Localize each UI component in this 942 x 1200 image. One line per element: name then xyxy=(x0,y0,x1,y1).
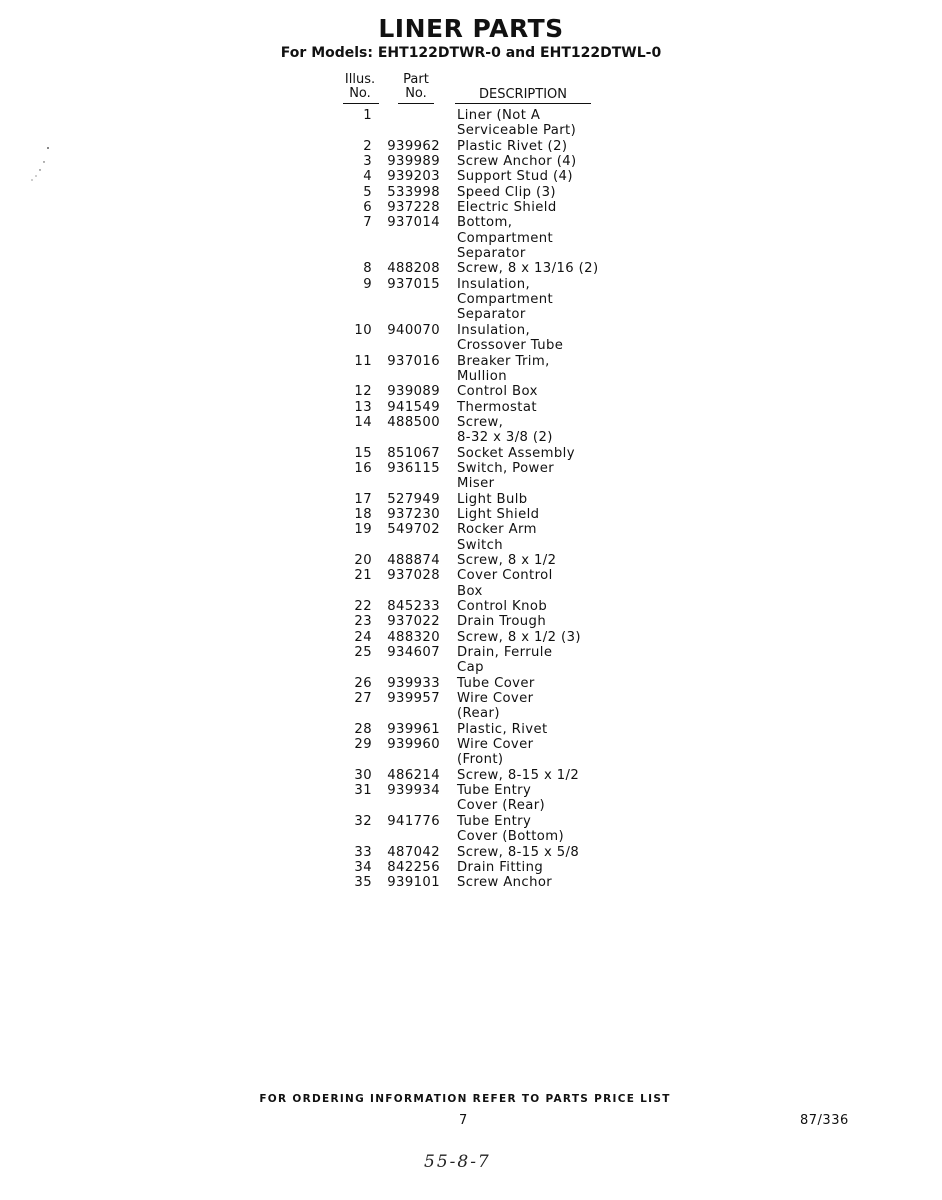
illus-number: 33 xyxy=(354,844,372,860)
description-line: Screw, 8 x 1/2 xyxy=(457,552,557,568)
part-description xyxy=(457,875,627,890)
part-number xyxy=(372,108,440,139)
part-row xyxy=(330,139,630,154)
description-line: (Front) xyxy=(457,752,504,768)
part-number: 939961 xyxy=(387,721,440,737)
part-row xyxy=(330,461,630,492)
description-line: Drain Fitting xyxy=(457,859,544,875)
description-line: Miser xyxy=(457,476,495,492)
part-row xyxy=(330,599,630,614)
part-description xyxy=(457,261,627,276)
description-line: Plastic, Rivet xyxy=(457,721,548,737)
illus-number: 2 xyxy=(363,138,372,154)
part-number: 939989 xyxy=(387,154,440,170)
illus-number: 18 xyxy=(354,506,372,522)
part-row xyxy=(330,783,630,814)
part-row xyxy=(330,400,630,415)
description-line: Support Stud (4) xyxy=(457,169,573,185)
illus-number: 22 xyxy=(354,599,372,614)
description-line: Serviceable Part) xyxy=(457,123,577,139)
part-description xyxy=(457,507,627,522)
part-number: 937228 xyxy=(387,200,440,216)
part-number: 939960 xyxy=(387,737,440,753)
part-description xyxy=(457,354,627,385)
part-number: 939957 xyxy=(387,691,440,707)
speck xyxy=(35,175,36,176)
part-number: 939962 xyxy=(387,138,440,154)
illus-number: 24 xyxy=(354,629,372,645)
part-row xyxy=(330,323,630,354)
part-row xyxy=(330,384,630,399)
illus-number: 32 xyxy=(354,813,372,829)
handwritten-mark: 55-8-7 xyxy=(424,1152,491,1172)
description-line: Screw, 8 x 1/2 (3) xyxy=(457,629,581,645)
description-line: Wire Cover xyxy=(457,691,534,707)
speck xyxy=(47,147,49,149)
illus-number: 9 xyxy=(363,276,372,292)
part-row xyxy=(330,108,630,139)
part-description xyxy=(457,783,627,814)
part-row xyxy=(330,277,630,323)
part-description xyxy=(457,630,627,645)
part-row xyxy=(330,215,630,261)
part-number: 527949 xyxy=(387,491,440,507)
description-line: Insulation, xyxy=(457,322,531,338)
part-number: 487042 xyxy=(387,844,440,860)
illus-number: 23 xyxy=(354,614,372,630)
part-number: 851067 xyxy=(387,445,440,461)
part-number: 937028 xyxy=(387,568,440,584)
part-number: 941776 xyxy=(387,813,440,829)
illus-number: 1 xyxy=(363,108,372,123)
part-row xyxy=(330,814,630,845)
part-row xyxy=(330,676,630,691)
part-number: 940070 xyxy=(387,322,440,338)
part-description xyxy=(457,185,627,200)
part-description xyxy=(457,768,627,783)
part-description xyxy=(457,384,627,399)
illus-number: 34 xyxy=(354,859,372,875)
description-line: Crossover Tube xyxy=(457,338,564,354)
part-row xyxy=(330,614,630,629)
illus-number: 19 xyxy=(354,522,372,538)
description-line: Switch, Power xyxy=(457,460,555,476)
illus-number: 20 xyxy=(354,552,372,568)
part-row xyxy=(330,722,630,737)
illus-header-line2: No. xyxy=(349,86,371,101)
part-row xyxy=(330,645,630,676)
description-line: Mullion xyxy=(457,368,507,384)
speck xyxy=(43,161,44,162)
ordering-note: FOR ORDERING INFORMATION REFER TO PARTS PRICE LIST xyxy=(259,1093,671,1105)
part-number: 941549 xyxy=(387,399,440,415)
description-line: Screw Anchor (4) xyxy=(457,154,577,170)
part-description xyxy=(457,277,627,323)
illus-number: 31 xyxy=(354,783,372,799)
illus-number: 5 xyxy=(363,184,372,200)
description-header-rule xyxy=(455,103,591,104)
part-row xyxy=(330,845,630,860)
illus-number: 11 xyxy=(354,353,372,369)
illus-number: 35 xyxy=(354,875,372,891)
illus-number: 10 xyxy=(354,322,372,338)
description-line: Separator xyxy=(457,246,526,262)
part-number: 934607 xyxy=(387,645,440,661)
description-header: DESCRIPTION xyxy=(479,87,567,102)
part-description xyxy=(457,139,627,154)
description-line: Drain Trough xyxy=(457,614,547,630)
part-description xyxy=(457,860,627,875)
part-row xyxy=(330,446,630,461)
description-line: Light Bulb xyxy=(457,491,528,507)
part-description xyxy=(457,169,627,184)
description-line: Screw, 8-15 x 1/2 xyxy=(457,767,580,783)
part-number: 936115 xyxy=(387,460,440,476)
part-description xyxy=(457,154,627,169)
illus-number: 13 xyxy=(354,399,372,415)
illus-number: 25 xyxy=(354,645,372,661)
part-description xyxy=(457,676,627,691)
illus-number: 14 xyxy=(354,414,372,430)
part-row xyxy=(330,261,630,276)
part-number: 939101 xyxy=(387,875,440,891)
part-row xyxy=(330,691,630,722)
document-code: 87/336 xyxy=(800,1113,849,1128)
part-number: 937015 xyxy=(387,276,440,292)
description-line: Tube Cover xyxy=(457,675,535,691)
illus-number: 27 xyxy=(354,691,372,707)
part-row xyxy=(330,507,630,522)
part-number: 533998 xyxy=(387,184,440,200)
part-number: 549702 xyxy=(387,522,440,538)
part-description xyxy=(457,461,627,492)
part-number: 937014 xyxy=(387,215,440,231)
part-row xyxy=(330,154,630,169)
description-line: Switch xyxy=(457,537,503,553)
description-line: Screw Anchor xyxy=(457,875,553,891)
part-number: 937022 xyxy=(387,614,440,630)
description-line: Compartment xyxy=(457,292,554,308)
description-line: Cover (Rear) xyxy=(457,798,546,814)
part-row xyxy=(330,185,630,200)
description-line: Cap xyxy=(457,660,484,676)
part-number: 939203 xyxy=(387,169,440,185)
part-description xyxy=(457,845,627,860)
part-row xyxy=(330,768,630,783)
description-line: Screw, xyxy=(457,414,504,430)
part-number: 842256 xyxy=(387,859,440,875)
part-row xyxy=(330,860,630,875)
description-line: Separator xyxy=(457,307,526,323)
description-line: Control Knob xyxy=(457,599,548,614)
part-number: 937230 xyxy=(387,506,440,522)
part-description xyxy=(457,568,627,599)
parts-list xyxy=(330,108,630,891)
description-line: Plastic Rivet (2) xyxy=(457,138,568,154)
illus-number: 6 xyxy=(363,200,372,216)
description-line: Screw, 8 x 13/16 (2) xyxy=(457,261,599,277)
part-description xyxy=(457,400,627,415)
illus-number: 7 xyxy=(363,215,372,231)
part-number: 937016 xyxy=(387,353,440,369)
part-number: 939933 xyxy=(387,675,440,691)
part-description xyxy=(457,492,627,507)
part-row xyxy=(330,568,630,599)
part-description xyxy=(457,614,627,629)
part-no-header xyxy=(398,73,434,101)
part-description xyxy=(457,737,627,768)
part-row xyxy=(330,415,630,446)
part-row xyxy=(330,553,630,568)
part-description xyxy=(457,553,627,568)
illus-number: 15 xyxy=(354,445,372,461)
description-line: Speed Clip (3) xyxy=(457,184,556,200)
part-description xyxy=(457,108,627,139)
description-line: (Rear) xyxy=(457,706,500,722)
illus-number: 29 xyxy=(354,737,372,753)
part-row xyxy=(330,354,630,385)
description-line: Drain, Ferrule xyxy=(457,645,553,661)
part-number: 939934 xyxy=(387,783,440,799)
description-line: Box xyxy=(457,583,483,599)
illus-header-rule xyxy=(343,103,379,104)
part-row xyxy=(330,737,630,768)
part-description xyxy=(457,522,627,553)
part-description xyxy=(457,323,627,354)
part-number: 488874 xyxy=(387,552,440,568)
illus-number: 30 xyxy=(354,767,372,783)
part-row xyxy=(330,875,630,890)
part-number: 488500 xyxy=(387,414,440,430)
part-row xyxy=(330,200,630,215)
part-description xyxy=(457,215,627,261)
part-header-line2: No. xyxy=(405,86,427,101)
description-line: 8-32 x 3/8 (2) xyxy=(457,430,553,446)
part-row xyxy=(330,522,630,553)
part-description xyxy=(457,691,627,722)
description-line: Rocker Arm xyxy=(457,522,537,538)
illus-number: 21 xyxy=(354,568,372,584)
description-line: Breaker Trim, xyxy=(457,353,550,369)
description-line: Control Box xyxy=(457,384,538,400)
models-subtitle: For Models: EHT122DTWR-0 and EHT122DTWL-0 xyxy=(280,45,662,61)
illus-number: 26 xyxy=(354,675,372,691)
description-line: Tube Entry xyxy=(457,813,532,829)
description-line: Insulation, xyxy=(457,276,531,292)
part-number: 939089 xyxy=(387,384,440,400)
part-description xyxy=(457,722,627,737)
description-line: Wire Cover xyxy=(457,737,534,753)
part-row xyxy=(330,169,630,184)
part-number: 486214 xyxy=(387,767,440,783)
page-title: LINER PARTS xyxy=(378,14,564,43)
speck xyxy=(31,179,32,180)
description-line: Cover (Bottom) xyxy=(457,829,565,845)
speck xyxy=(39,169,40,170)
illus-number: 28 xyxy=(354,721,372,737)
page-number: 7 xyxy=(459,1113,468,1128)
illus-number: 12 xyxy=(354,384,372,400)
part-description xyxy=(457,200,627,215)
part-number: 488208 xyxy=(387,261,440,277)
description-line: Socket Assembly xyxy=(457,445,575,461)
illus-number: 3 xyxy=(363,154,372,170)
part-number: 488320 xyxy=(387,629,440,645)
illus-number: 8 xyxy=(363,261,372,277)
illus-number: 17 xyxy=(354,491,372,507)
part-description xyxy=(457,645,627,676)
part-header-line1: Part xyxy=(403,72,429,87)
description-line: Tube Entry xyxy=(457,783,532,799)
illus-number: 16 xyxy=(354,460,372,476)
description-line: Bottom, xyxy=(457,215,513,231)
illus-number: 4 xyxy=(363,169,372,185)
description-line: Liner (Not A xyxy=(457,108,541,123)
part-number: 845233 xyxy=(387,599,440,614)
part-description xyxy=(457,599,627,614)
part-header-rule xyxy=(398,103,434,104)
description-line: Light Shield xyxy=(457,506,540,522)
scan-specks xyxy=(18,140,58,200)
part-description xyxy=(457,415,627,446)
description-line: Electric Shield xyxy=(457,200,557,216)
description-line: Thermostat xyxy=(457,399,537,415)
part-row xyxy=(330,492,630,507)
part-row xyxy=(330,630,630,645)
illus-header-line1: Illus. xyxy=(344,72,376,87)
description-line: Cover Control xyxy=(457,568,553,584)
description-line: Compartment xyxy=(457,230,554,246)
description-line: Screw, 8-15 x 5/8 xyxy=(457,844,580,860)
illus-no-header xyxy=(340,73,380,101)
part-description xyxy=(457,814,627,845)
part-description xyxy=(457,446,627,461)
